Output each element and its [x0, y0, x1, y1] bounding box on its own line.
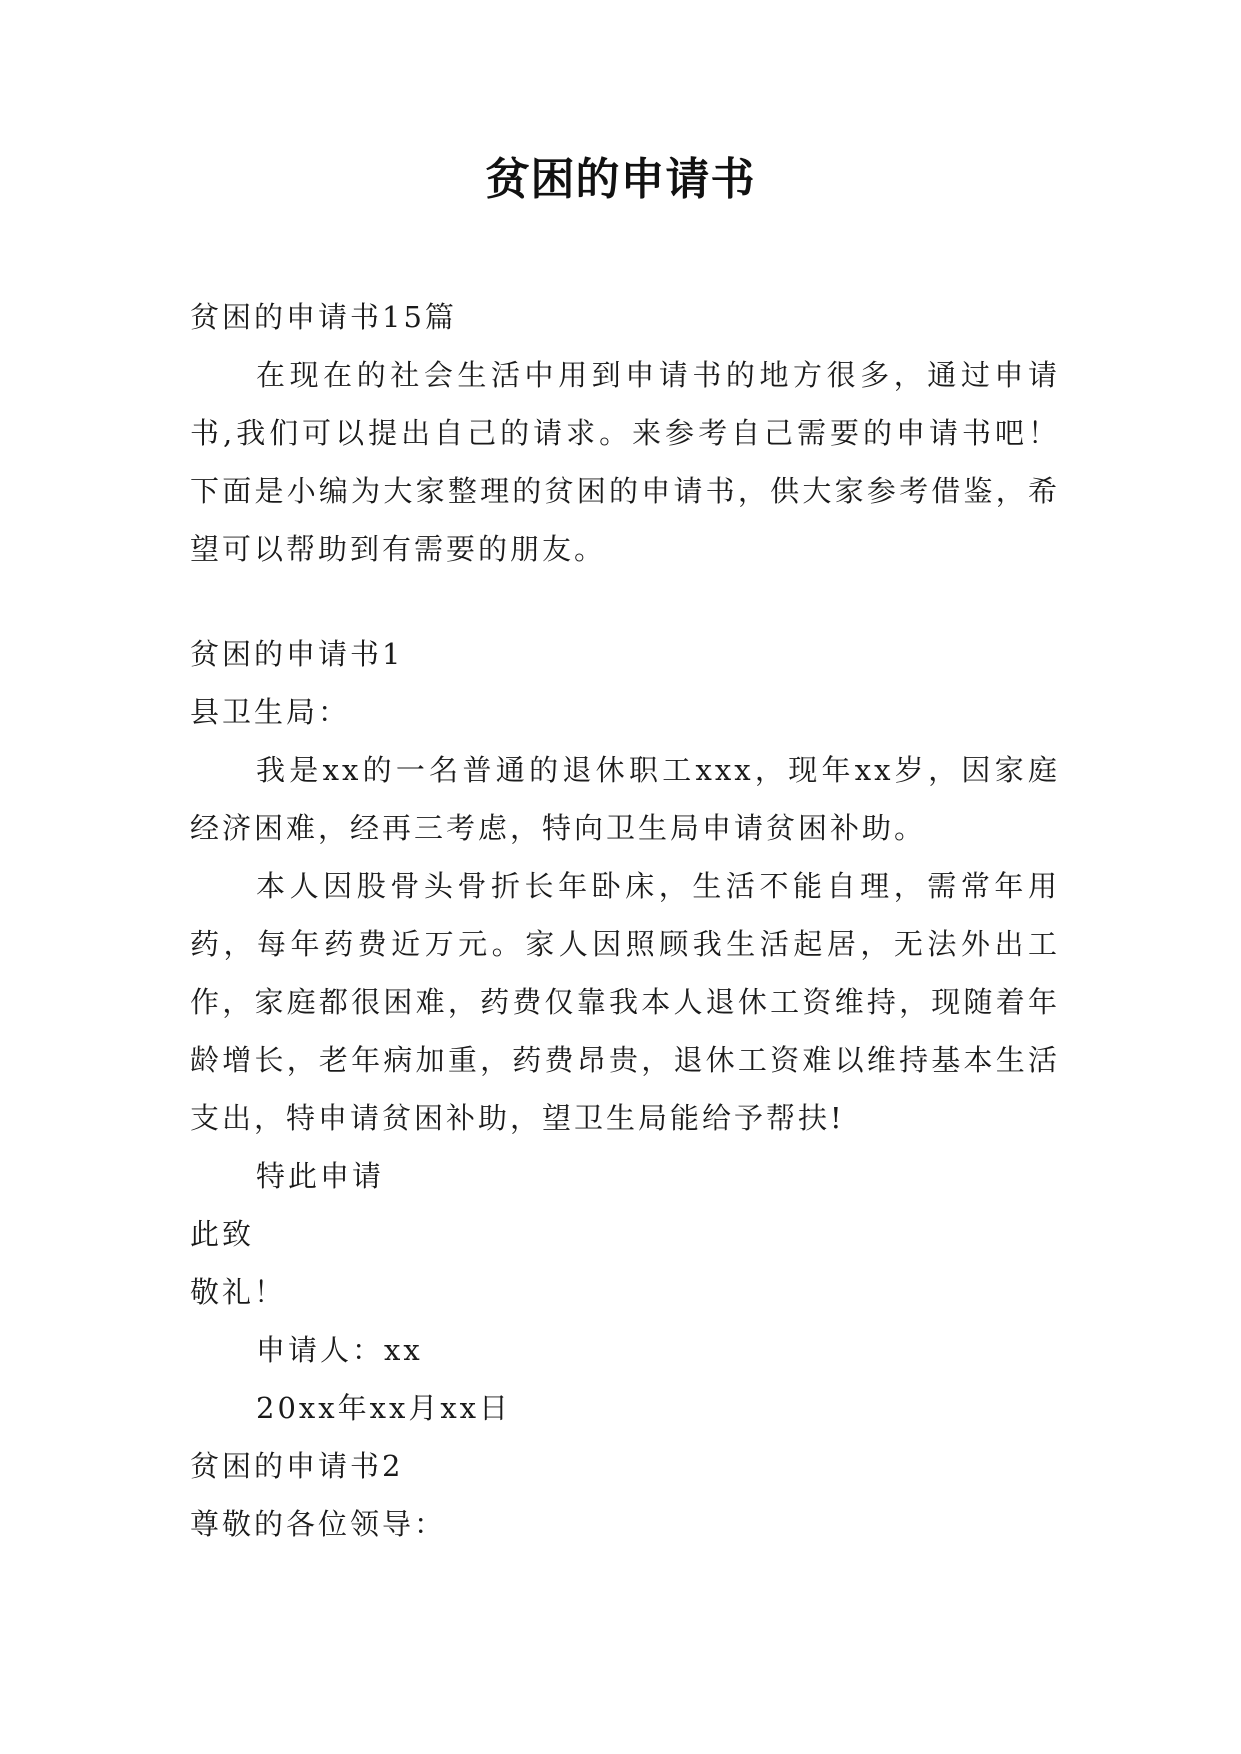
letter2-heading: 贫困的申请书2 — [190, 1449, 404, 1483]
letter1-heading: 贫困的申请书1 — [190, 637, 404, 671]
intro-paragraph: 在现在的社会生活中用到申请书的地方很多，通过申请书,我们可以提出自己的请求。来参考自己需要的申请书吧！下面是小编为大家整理的贫困的申请书，供大家参考借鉴，希望可以帮助到有需要的朋友。 — [190, 358, 1060, 566]
letter1-paragraph-2: 本人因股骨头骨折长年卧床，生活不能自理，需常年用药，每年药费近万元。家人因照顾我生活起居，无法外出工作，家庭都很困难，药费仅靠我本人退休工资维持，现随着年龄增长，老年病加重，药费昂贵，退休工资难以维持基本生活支出，特申请贫困补助，望卫生局能给予帮扶! — [190, 869, 1060, 1135]
section-gap — [190, 578, 1060, 625]
letter1-salutation-2: 敬礼！ — [190, 1275, 287, 1309]
letter1-paragraph-1: 我是xx的一名普通的退休职工xxx，现年xx岁，因家庭经济困难，经再三考虑，特向卫生局申请贫困补助。 — [190, 753, 1060, 845]
document-subtitle: 贫困的申请书15篇 — [190, 300, 457, 334]
letter1-date: 20xx年xx月xx日 — [256, 1391, 512, 1425]
letter1-recipient: 县卫生局： — [190, 695, 351, 729]
letter1-closing: 特此申请 — [256, 1159, 385, 1193]
letter1-applicant: 申请人：xx — [256, 1333, 423, 1367]
letter1-salutation-1: 此致 — [190, 1217, 255, 1251]
document-title: 贫困的申请书 — [485, 154, 756, 205]
letter2-recipient: 尊敬的各位领导： — [190, 1507, 447, 1541]
document-body — [190, 288, 1060, 1553]
